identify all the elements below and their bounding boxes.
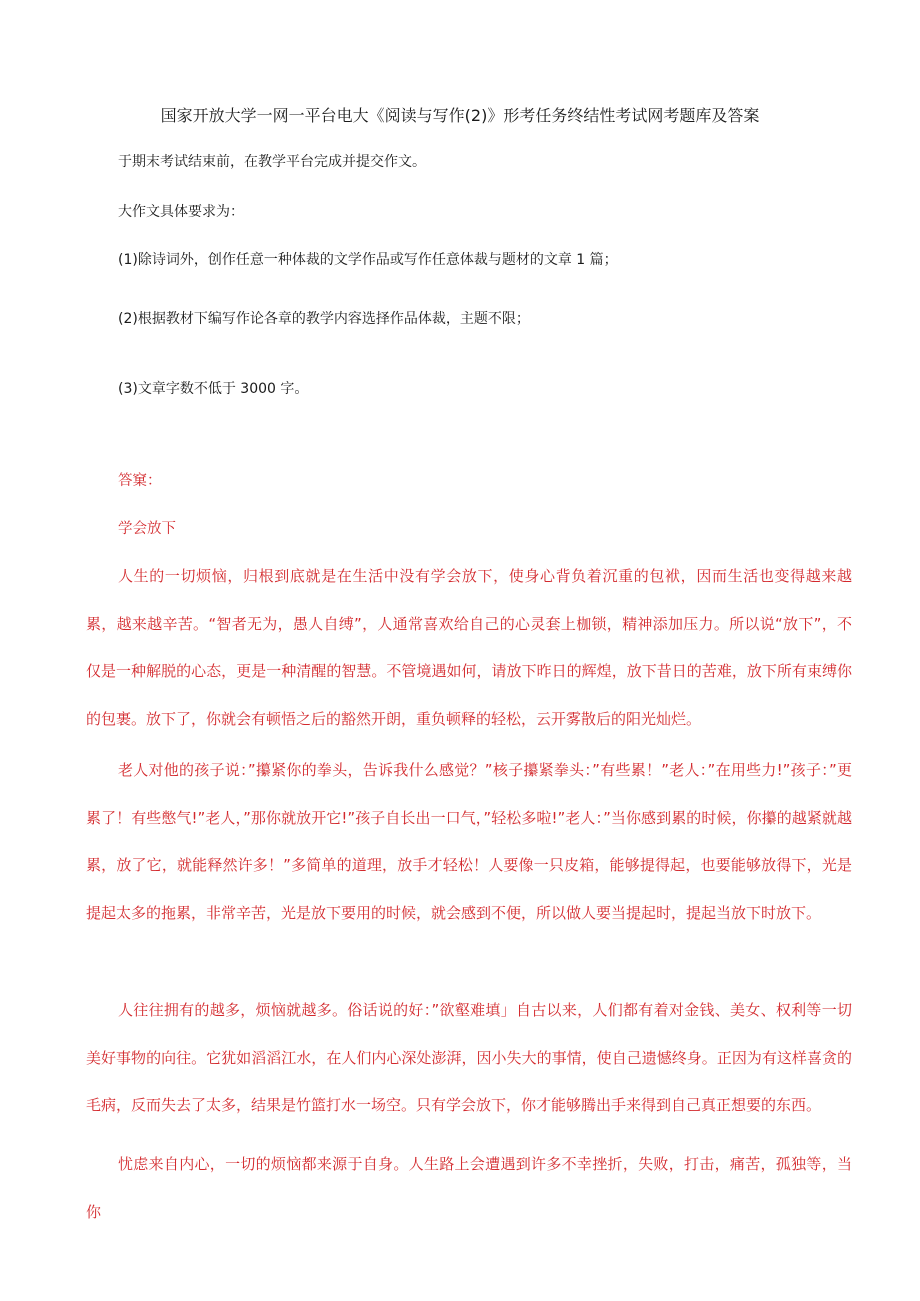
requirement-heading: 大作文具体要求为： [118,204,244,220]
requirement-submit-note: 于期末考试结束前，在教学平台完成并提交作文。 [118,154,426,170]
essay-paragraph-4: 忧虑来自内心，一切的烦恼都来源于自身。人生路上会遭遇到许多不幸挫折，失败，打击，痛苦，孤独等，当你 [86,1155,852,1221]
essay-paragraph-1: 人生的一切烦恼，归根到底就是在生活中没有学会放下，使身心背负着沉重的包袱，因而生活也变得越来越累，越来越辛苦。“智者无为，愚人自缚”，人通常喜欢给自己的心灵套上枷锁，精神添加压力。所以说“放下”，不仅是一种解脱的心态，更是一种清醒的智慧。不管境遇如何，请放下昨日的辉煌，放下昔日的苦难，放下所有束缚你的包裹。放下了，你就会有顿悟之后的豁然开朗，重负顿释的轻松，云开雾散后的阳光灿烂。 [86,567,852,728]
requirement-item-2: (2)根据教材下编写作论各章的教学内容选择作品体裁，主题不限； [118,311,530,327]
essay-title: 学会放下 [118,521,176,537]
document-title: 国家开放大学一网一平台电大《阅读与写作(2)》形考任务终结性考试网考题库及答案 [160,106,760,125]
essay-paragraph-3: 人往往拥有的越多，烦恼就越多。俗话说的好：”欲壑难填」自古以来，人们都有着对金钱、美女、权利等一切美好事物的向往。它犹如滔滔江水，在人们内心深处澎湃，因小失大的事情，使自己遗憾终身。正因为有这样喜贪的毛病，反而失去了太多，结果是竹篮打水一场空。只有学会放下，你才能够腾出手来得到自己真正想要的东西。 [86,1001,852,1115]
requirement-item-3: (3)文章字数不低于 3000 字。 [118,381,309,397]
answer-label: 答窠： [118,473,162,489]
requirement-item-1: (1)除诗词外，创作任意一种体裁的文学作品或写作任意体裁与题材的文章 1 篇； [118,252,618,268]
essay-paragraph-2: 老人对他的孩子说：”攥紧你的拳头，告诉我什么感觉？”核子攥紧拳头：”有些累！”老人：”在用些力!”孩子：”更累了！有些憋气!”老人，”那你就放开它!”孩子自长出一口气，”轻松多啦!”老人：”当你感到累的时候，你攥的越紧就越累，放了它，就能释然许多！”多简单的道理，放手才轻松！人要像一只皮箱，能够提得起，也要能够放得下，光是提起太多的拖累，非常辛苦，光是放下要用的时候，就会感到不便，所以做人要当提起时，提起当放下时放下。 [86,761,852,922]
